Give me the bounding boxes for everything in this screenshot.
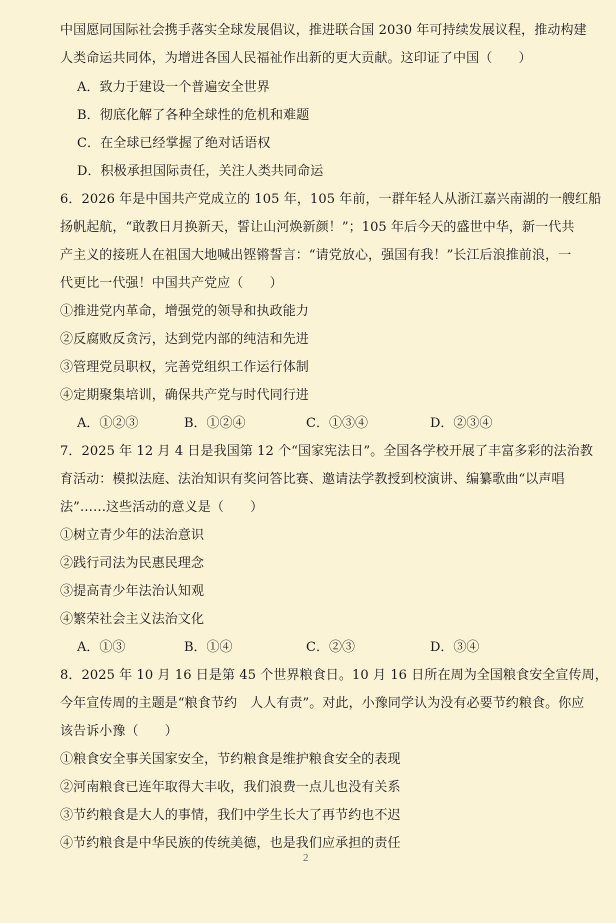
q6-stem-line-3: 产主义的接班人在祖国大地喊出铿锵誓言：“请党放心，强国有我！”长江后浪推前浪，一 <box>60 248 572 263</box>
q6-stem-line-2: 扬帆起航，“敢教日月换新天，誓让山河焕新颜！”；105 年后今天的盛世中华，新一代共 <box>60 220 575 235</box>
q6-stem-line-4: 代更比一代强！中国共产党应（ ） <box>60 276 283 291</box>
q6-choice-b: B．①②④ <box>184 416 246 431</box>
q5-option-d: D．积极承担国际责任，关注人类共同命运 <box>77 164 324 179</box>
q8-stem-line-2: 今年宣传周的主题是“粮食节约 人人有责”。对此，小豫同学认为没有必要节约粮食。你应 <box>60 696 585 711</box>
page-number: 2 <box>303 852 309 864</box>
q7-item-4: ④繁荣社会主义法治文化 <box>60 612 205 627</box>
q6-item-4: ④定期聚集培训，确保共产党与时代同行进 <box>60 388 309 403</box>
q6-choice-d: D．②③④ <box>430 416 493 431</box>
q7-stem-line-1: 7．2025 年 12 月 4 日是我国第 12 个“国家宪法日”。全国各学校开展了丰富多彩的法治教 <box>60 444 593 459</box>
q6-choice-c: C．①③④ <box>306 416 368 431</box>
q7-item-2: ②践行司法为民惠民理念 <box>60 556 205 571</box>
q6-choices <box>0 416 616 432</box>
q7-choices <box>0 640 616 656</box>
q8-item-4: ④节约粮食是中华民族的传统美德，也是我们应承担的责任 <box>60 836 401 851</box>
q8-stem-line-3: 该告诉小豫（ ） <box>60 724 178 739</box>
q7-choice-a: A．①③ <box>77 640 126 655</box>
q8-item-1: ①粮食安全事关国家安全，节约粮食是维护粮食安全的表现 <box>60 752 401 767</box>
q6-choice-a: A．①②③ <box>77 416 139 431</box>
q7-stem-line-3: 法”……这些活动的意义是（ ） <box>60 500 264 515</box>
q8-stem-line-1: 8．2025 年 10 月 16 日是第 45 个世界粮食日。10 月 16 日所在周为全国粮食安全宣传周， <box>60 668 608 683</box>
q7-item-3: ③提高青少年法治认知观 <box>60 584 205 599</box>
q7-item-1: ①树立青少年的法治意识 <box>60 528 205 543</box>
q8-item-3: ③节约粮食是大人的事情，我们中学生长大了再节约也不迟 <box>60 808 401 823</box>
q7-choice-d: D．③④ <box>430 640 480 655</box>
q8-item-2: ②河南粮食已连年取得大丰收，我们浪费一点儿也没有关系 <box>60 780 401 795</box>
q6-stem-line-1: 6．2026 年是中国共产党成立的 105 年，105 年前，一群年轻人从浙江嘉兴南湖的一艘红船 <box>60 192 602 207</box>
q5-stem-line-2: 人类命运共同体，为增进各国人民福祉作出新的更大贡献。这印证了中国（ ） <box>60 51 532 66</box>
q7-choice-c: C．②③ <box>306 640 355 655</box>
q5-stem-line-1: 中国愿同国际社会携手落实全球发展倡议，推进联合国 2030 年可持续发展议程，推动构建 <box>60 23 587 38</box>
q6-item-1: ①推进党内革命，增强党的领导和执政能力 <box>60 304 309 319</box>
q5-option-b: B．彻底化解了各种全球性的危机和难题 <box>77 108 310 123</box>
q5-option-c: C．在全球已经掌握了绝对话语权 <box>77 136 271 151</box>
q7-stem-line-2: 育活动：模拟法庭、法治知识有奖问答比赛、邀请法学教授到校演讲、编纂歌曲“以声唱 <box>60 472 565 487</box>
q5-option-a: A．致力于建设一个普遍安全世界 <box>77 80 270 95</box>
q6-item-3: ③管理党员职权，完善党组织工作运行体制 <box>60 360 309 375</box>
q7-choice-b: B．①④ <box>184 640 233 655</box>
q6-item-2: ②反腐败反贪污，达到党内部的纯洁和先进 <box>60 332 309 347</box>
